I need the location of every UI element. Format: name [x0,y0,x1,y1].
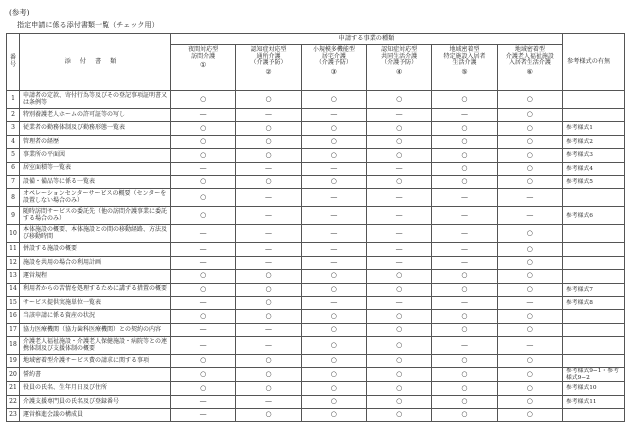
requirement-mark: — [171,337,236,355]
table-row [7,395,625,408]
requirement-mark: ○ [497,149,562,162]
requirement-mark: — [301,256,366,269]
requirement-mark: — [171,109,236,122]
requirement-mark: ○ [171,207,236,225]
requirement-mark: ○ [497,270,562,283]
service-number-mark: ③ [330,67,337,76]
row-number: 23 [7,409,20,422]
requirement-mark: — [432,189,497,207]
service-number-mark: ① [200,61,207,70]
requirement-mark: ○ [497,135,562,148]
requirement-mark: ○ [432,395,497,408]
requirement-mark: — [366,256,431,269]
header-document: 添付書類 [20,34,171,91]
document-name: 事業所の平面図 [20,149,171,162]
requirement-mark: ○ [432,409,497,422]
requirement-mark: ○ [432,135,497,148]
row-number: 11 [7,243,20,256]
table-row [7,256,625,269]
note-label: (参考) [9,8,30,17]
requirement-mark: — [301,162,366,175]
requirement-mark: ○ [171,175,236,188]
requirement-mark: ○ [366,409,431,422]
requirement-mark: ○ [497,409,562,422]
requirement-mark: ○ [301,368,366,382]
service-label-line: 介護老人福祉施設 [505,52,554,60]
requirement-mark: — [301,225,366,243]
requirement-mark: ○ [497,368,562,382]
requirement-mark: ○ [366,135,431,148]
row-number: 21 [7,382,20,395]
document-name: 地域密着型介護サービス費の請求に関する事項 [20,355,171,368]
row-number: 13 [7,270,20,283]
table-row [7,283,625,296]
requirement-mark: ○ [497,243,562,256]
table-row [7,149,625,162]
table-row [7,243,625,256]
service-number-mark: ⑤ [461,67,468,76]
requirement-mark: — [301,189,366,207]
reference-form [563,270,625,283]
reference-form [563,337,625,355]
service-label-line: 入居者生活介護 [508,59,551,67]
requirement-mark: ○ [497,395,562,408]
requirement-mark: — [236,189,301,207]
service-number-mark: ④ [396,67,403,76]
document-name: 協力医療機関（協力歯科医療機関）との契約の内容 [20,323,171,336]
requirement-mark: — [366,189,431,207]
service-label-line: 夜間対応型 [188,46,219,53]
service-label-line: （介護予防） [250,59,287,67]
document-name: 併設する施設の概要 [20,243,171,256]
requirement-mark: — [366,109,431,122]
requirement-mark: ○ [432,323,497,336]
row-number: 20 [7,368,20,382]
table-row [7,270,625,283]
requirement-mark: — [171,296,236,309]
requirement-mark: ○ [497,225,562,243]
service-number-mark: ② [265,67,272,76]
requirement-mark: — [432,296,497,309]
requirement-mark: — [432,225,497,243]
requirement-mark: — [301,296,366,309]
requirement-mark: — [236,162,301,175]
requirement-mark: ○ [301,395,366,408]
requirement-mark: ○ [432,368,497,382]
requirement-mark: ○ [432,175,497,188]
requirement-mark: ○ [366,337,431,355]
requirement-mark: ○ [432,355,497,368]
requirement-mark: ○ [301,122,366,135]
row-number: 3 [7,122,20,135]
document-name: 特別養護老人ホームの許可証等の写し [20,109,171,122]
requirement-mark: ○ [171,122,236,135]
requirement-mark: — [301,109,366,122]
requirement-mark: ○ [171,135,236,148]
requirement-mark: ○ [301,135,366,148]
requirement-mark: — [366,207,431,225]
requirement-mark: ○ [236,270,301,283]
requirement-mark: ○ [236,355,301,368]
requirement-mark: ○ [301,270,366,283]
document-name: 運営推進会議の構成員 [20,409,171,422]
reference-form: 参考様式11 [563,395,625,408]
service-number-mark: ⑥ [526,67,533,76]
service-label-line: 生活介護 [452,59,477,67]
service-label-line: 通所介護 [256,52,281,60]
service-label-line: 地域密着型 [514,46,545,53]
reference-form [563,310,625,323]
row-number: 16 [7,310,20,323]
header-number: 番号 [7,34,20,91]
document-name: 施設を共用の場合の利用計画 [20,256,171,269]
document-name: サービス提供実施単位一覧表 [20,296,171,309]
table-row [7,91,625,109]
document-name: 利用者からの苦情を処理するために講ずる措置の概要 [20,283,171,296]
table-row [7,382,625,395]
document-name: 居室面積等一覧表 [20,162,171,175]
requirement-mark: ○ [171,149,236,162]
service-label-line: （介護予防） [315,59,352,67]
requirement-mark: — [171,225,236,243]
document-name: 役員の氏名、生年月日及び住所 [20,382,171,395]
row-number: 1 [7,91,20,109]
requirement-mark: ○ [236,149,301,162]
requirement-mark: ○ [497,310,562,323]
requirement-mark: — [171,243,236,256]
row-number: 10 [7,225,20,243]
row-number: 19 [7,355,20,368]
requirement-mark: — [432,109,497,122]
requirement-mark: ○ [366,175,431,188]
requirement-mark: ○ [497,283,562,296]
requirement-mark: ○ [236,368,301,382]
reference-form [563,109,625,122]
requirement-mark: ○ [366,323,431,336]
requirement-mark: ○ [171,368,236,382]
table-row [7,355,625,368]
reference-form: 参考様式9−1・参考様式9−2 [563,368,625,382]
requirement-mark: ○ [432,310,497,323]
requirement-mark: — [301,243,366,256]
requirement-mark: ○ [497,122,562,135]
requirement-mark: ○ [497,91,562,109]
header-reference-form: 参考様式の有無 [563,34,625,91]
requirement-mark: — [432,207,497,225]
requirement-mark: — [366,243,431,256]
document-name: 当該申請に係る資産の状況 [20,310,171,323]
requirement-mark: ○ [366,310,431,323]
requirement-mark: — [497,296,562,309]
requirement-mark: — [236,256,301,269]
requirement-mark: ○ [366,382,431,395]
reference-form [563,243,625,256]
requirement-mark: — [497,189,562,207]
document-name: 管理者の経歴 [20,135,171,148]
requirement-mark: — [497,207,562,225]
document-name: 設備・備品等に係る一覧表 [20,175,171,188]
row-number: 9 [7,207,20,225]
table-row [7,323,625,336]
requirement-mark: ○ [497,175,562,188]
requirement-mark: ○ [236,122,301,135]
requirement-mark: ○ [171,270,236,283]
requirement-mark: ○ [432,162,497,175]
requirement-mark: ○ [236,296,301,309]
requirement-mark: ○ [366,395,431,408]
requirement-mark: ○ [171,189,236,207]
table-row [7,225,625,243]
table-row [7,109,625,122]
requirement-mark: — [301,207,366,225]
row-number: 15 [7,296,20,309]
document-name: 誓約書 [20,368,171,382]
requirement-mark: ○ [497,355,562,368]
requirement-mark: ○ [236,382,301,395]
table-row [7,175,625,188]
requirement-mark: ○ [432,283,497,296]
header-service-2 [236,45,301,91]
reference-form [563,256,625,269]
requirement-mark: — [236,243,301,256]
table-row [7,122,625,135]
requirement-mark: ○ [301,283,366,296]
checklist-rows [7,91,625,422]
requirement-mark: — [497,337,562,355]
document-name: 従業者の勤務体制及び勤務形態一覧表 [20,122,171,135]
requirement-mark: ○ [171,382,236,395]
reference-form: 参考様式6 [563,207,625,225]
requirement-mark: ○ [301,382,366,395]
requirement-mark: ○ [366,368,431,382]
reference-form [563,91,625,109]
row-number: 6 [7,162,20,175]
reference-form: 参考様式1 [563,122,625,135]
document-name: 運営規程 [20,270,171,283]
requirement-mark: — [366,225,431,243]
table-row [7,368,625,382]
requirement-mark: ○ [432,382,497,395]
requirement-mark: — [171,256,236,269]
requirement-mark: ○ [497,323,562,336]
reference-form: 参考様式7 [563,283,625,296]
reference-form [563,189,625,207]
header-service-6 [497,45,562,91]
reference-form: 参考様式10 [563,382,625,395]
requirement-mark: — [432,337,497,355]
service-label-line: 訪問介護 [191,52,216,60]
requirement-mark: ○ [171,310,236,323]
requirement-mark: ○ [366,91,431,109]
table-row [7,296,625,309]
header-service-1 [171,45,236,91]
service-label-line: 小規模多機能型 [312,46,355,53]
requirement-mark: ○ [432,91,497,109]
requirement-mark: — [171,409,236,422]
requirement-mark: ○ [366,122,431,135]
row-number: 12 [7,256,20,269]
requirement-mark: — [171,395,236,408]
requirement-mark: — [236,109,301,122]
row-number: 14 [7,283,20,296]
row-number: 17 [7,323,20,336]
table-row [7,310,625,323]
service-label-line: 認知症対応型 [381,46,418,53]
row-number: 5 [7,149,20,162]
requirement-mark: ○ [432,149,497,162]
document-name: オペレーションセンターサービスの概要（センターを設置しない場合のみ） [20,189,171,207]
reference-form: 参考様式8 [563,296,625,309]
requirement-mark: ○ [301,409,366,422]
table-row [7,135,625,148]
requirement-mark: ○ [366,283,431,296]
row-number: 22 [7,395,20,408]
requirement-mark: ○ [301,149,366,162]
service-label-line: 認知症対応型 [250,46,287,53]
requirement-mark: — [236,323,301,336]
reference-form [563,323,625,336]
table-row [7,162,625,175]
requirement-mark: ○ [301,91,366,109]
row-number: 4 [7,135,20,148]
reference-form: 参考様式4 [563,162,625,175]
requirement-mark: ○ [432,270,497,283]
requirement-mark: ○ [497,382,562,395]
requirement-mark: ○ [497,109,562,122]
requirement-mark: — [236,225,301,243]
requirement-mark: ○ [171,91,236,109]
header-service-3 [301,45,366,91]
service-label-line: 地域密着型 [449,46,480,53]
requirement-mark: — [171,323,236,336]
document-name: 申請者の定款、寄付行為等及びその登記事項証明書又は条例等 [20,91,171,109]
row-number: 8 [7,189,20,207]
requirement-mark: ○ [171,283,236,296]
requirement-mark: ○ [301,175,366,188]
requirement-mark: ○ [366,270,431,283]
document-name: 介護支援専門員の氏名及び登録番号 [20,395,171,408]
attachment-checklist-table [6,33,625,422]
requirement-mark: ○ [171,355,236,368]
table-row [7,189,625,207]
requirement-mark: ○ [301,337,366,355]
table-row [7,337,625,355]
requirement-mark: ○ [301,323,366,336]
requirement-mark: — [432,243,497,256]
requirement-mark: — [432,256,497,269]
reference-form [563,225,625,243]
requirement-mark: ○ [236,310,301,323]
service-label-line: 特定施設入居者 [443,52,486,60]
reference-form: 参考様式2 [563,135,625,148]
requirement-mark: — [236,337,301,355]
requirement-mark: ○ [236,283,301,296]
requirement-mark: ○ [301,355,366,368]
document-name: 介護老人福祉施設・介護老人保健施設・病院等との連携体制及び支援体制の概要 [20,337,171,355]
header-service-4 [366,45,431,91]
service-label-line: （介護予防） [381,59,418,67]
requirement-mark: ○ [497,162,562,175]
table-row [7,207,625,225]
reference-form [563,409,625,422]
requirement-mark: — [366,296,431,309]
requirement-mark: ○ [301,310,366,323]
row-number: 18 [7,337,20,355]
reference-form: 参考様式3 [563,149,625,162]
requirement-mark: ○ [236,409,301,422]
service-label-line: 居宅介護 [321,52,346,60]
requirement-mark: ○ [236,91,301,109]
requirement-mark: ○ [432,122,497,135]
requirement-mark: — [366,162,431,175]
reference-form: 参考様式5 [563,175,625,188]
requirement-mark: — [236,395,301,408]
requirement-mark: ○ [497,256,562,269]
page-subtitle: 指定申請に係る添付書類一覧（チェック用） [17,20,159,29]
row-number: 7 [7,175,20,188]
document-name: 本体施設の概要、本体施設との間の移動経路、方法及び移動時間 [20,225,171,243]
requirement-mark: — [236,207,301,225]
service-label-line: 共同生活介護 [381,52,418,60]
header-service-5 [432,45,497,91]
document-name: 随時訪問サービスの委託先（他の訪問介護事業に委託する場合のみ） [20,207,171,225]
reference-form [563,355,625,368]
requirement-mark: ○ [366,355,431,368]
row-number: 2 [7,109,20,122]
requirement-mark: ○ [236,135,301,148]
table-row [7,409,625,422]
requirement-mark: ○ [366,149,431,162]
requirement-mark: — [171,162,236,175]
requirement-mark: ○ [236,175,301,188]
header-service-category: 申請する事業の種類 [171,34,563,45]
